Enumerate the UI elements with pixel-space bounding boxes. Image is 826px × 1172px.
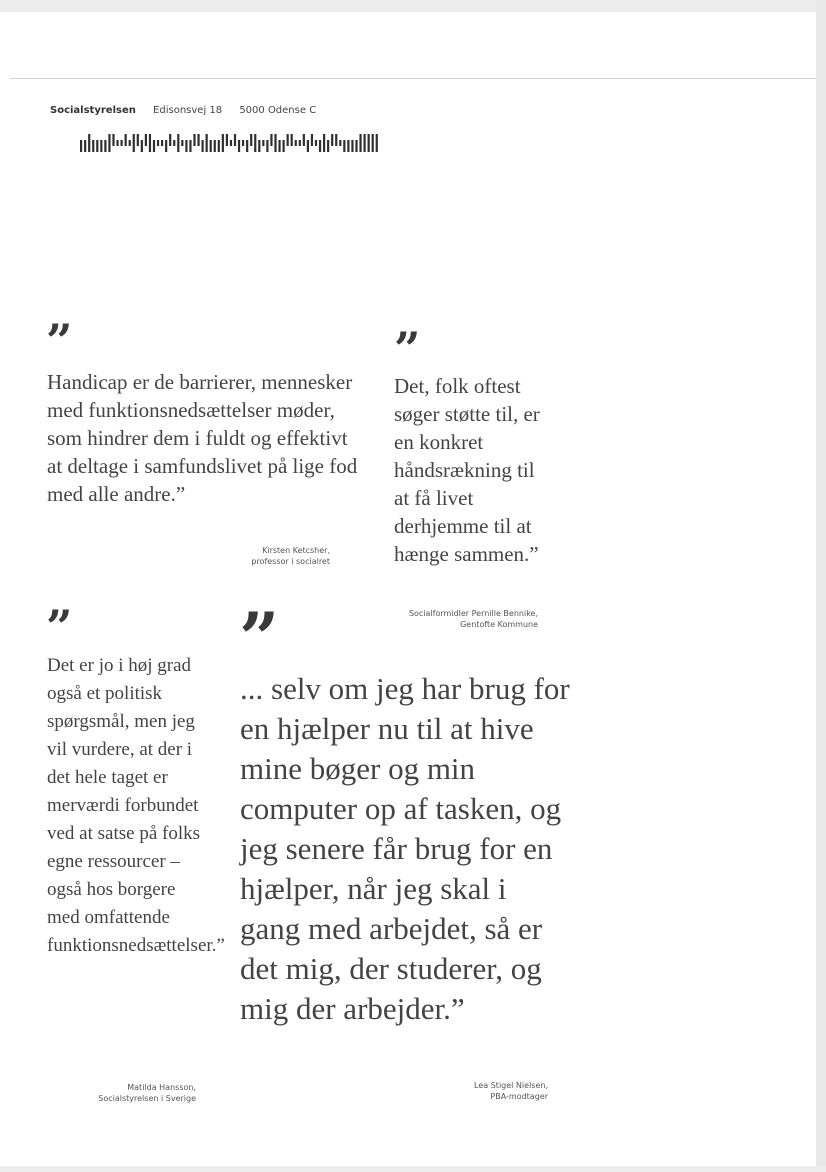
quote-3-role: Socialstyrelsen i Sverige (98, 1094, 196, 1103)
quote-2-attribution (338, 608, 538, 630)
quote-mark-icon: ” (394, 322, 421, 376)
quote-mark-icon: ” (239, 597, 280, 680)
fold-line (10, 78, 816, 79)
postal-barcode-icon (80, 134, 380, 156)
quote-3-attribution (40, 1082, 196, 1104)
scan-edge-right (816, 0, 826, 1172)
quote-4-text: ... selv om jeg har brug for en hjælper nu til at hive mine bøger og min computer op af tasken, og jeg senere får brug for en hjælper, når jeg skal i gang med arbejdet, så er det mig, der studerer, og mig der arbejder.” (240, 671, 570, 1026)
quote-4-role: PBA-modtager (490, 1092, 548, 1101)
sender-address (50, 105, 316, 116)
sender-organization: Socialstyrelsen (50, 105, 136, 116)
quote-mark-icon: ” (46, 314, 73, 368)
sender-city: 5000 Odense C (239, 105, 317, 116)
quote-1-author: Kirsten Ketcsher, (262, 546, 330, 555)
quote-1-attribution (150, 545, 330, 567)
scan-edge-top (0, 0, 826, 12)
quote-3-text: Det er jo i høj grad også et politisk spørgsmål, men jeg vil vurdere, at der i det hele taget er merværdi forbundet ved at satse på folks egne ressourcer – også hos borgere med omfattende funktionsnedsættelser.” (47, 655, 225, 956)
quote-mark-icon: ” (46, 600, 73, 654)
quote-1-text: Handicap er de barrierer, mennesker med funktionsnedsættelser møder, som hindrer dem i fuldt og effektivt at deltage i samfundslivet på lige fod med alle andre.” (47, 370, 358, 506)
quote-2-role: Gentofte Kommune (460, 620, 538, 629)
quote-4-attribution (348, 1080, 548, 1102)
quote-2-author: Socialformidler Pernille Bennike, (408, 609, 538, 618)
quote-3-author: Matilda Hansson, (127, 1083, 196, 1092)
quote-2-text: Det, folk oftest søger støtte til, er en konkret håndsrækning til at få livet derhjemme til at hænge sammen.” (394, 374, 540, 566)
sender-street: Edisonsvej 18 (153, 105, 223, 116)
quote-4-author: Lea Stigel Nielsen, (474, 1081, 548, 1090)
scan-edge-bottom (0, 1166, 826, 1172)
quote-1-role: professor i socialret (251, 557, 330, 566)
